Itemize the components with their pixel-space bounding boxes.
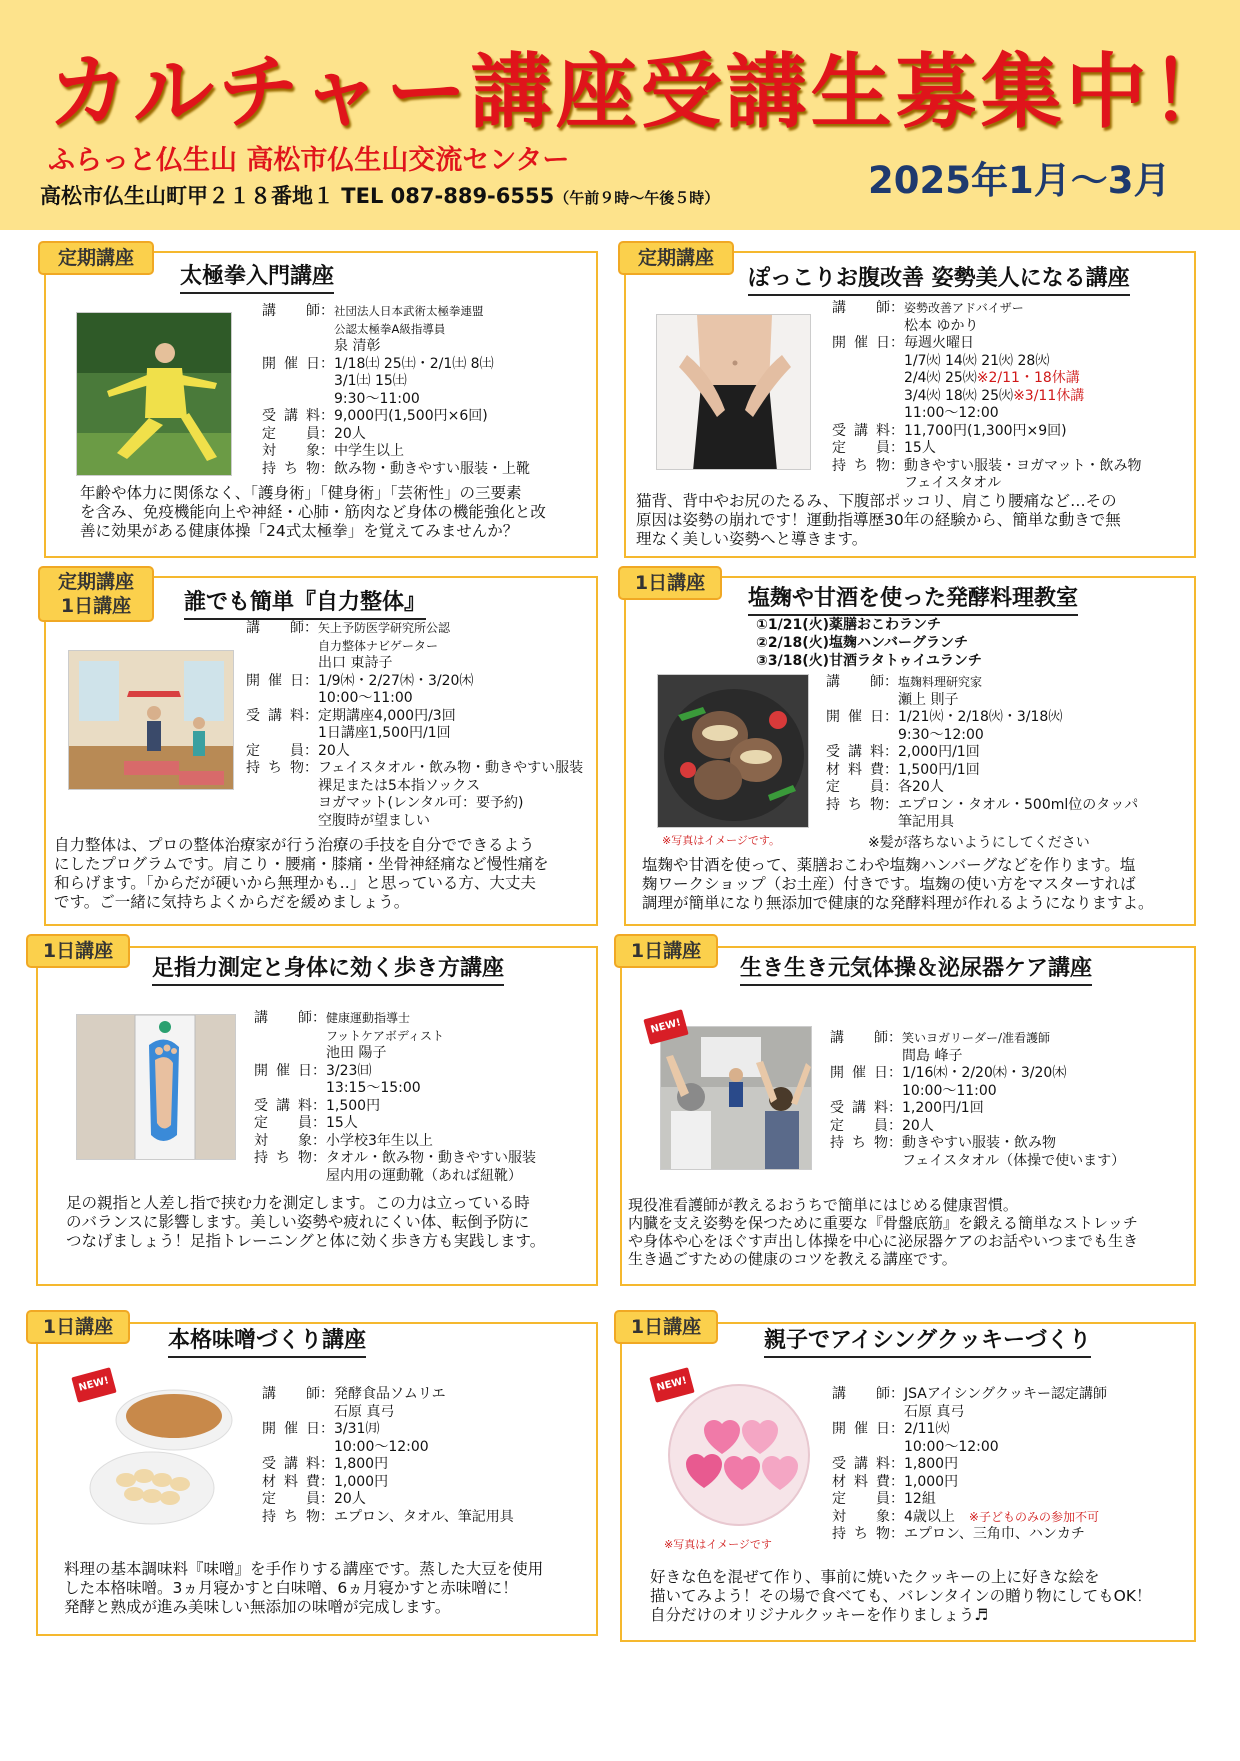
detail-label: 持ち物	[262, 460, 320, 477]
detail-label: 材料費	[826, 761, 884, 778]
detail-label: 開催日	[832, 335, 890, 351]
bring-line: 空腹時が望ましい	[318, 812, 430, 829]
course-tag: 1日講座	[26, 1310, 130, 1344]
closure-note: ※3/11休講	[1013, 387, 1085, 404]
colon: ：	[320, 408, 334, 424]
session-item: ①1/21(火)薬膳おこわランチ	[756, 617, 941, 633]
time-line: 10:00～12:00	[904, 1438, 999, 1455]
bring-line: エプロン・タオル・500ml位のタッパ	[898, 796, 1139, 813]
fee-value: 9,000円(1,500円×6回)	[334, 408, 488, 424]
colon: ：	[320, 355, 334, 372]
new-badge: NEW!	[71, 1367, 116, 1402]
colon: ：	[888, 1065, 902, 1081]
detail-label: 対 象	[262, 443, 320, 459]
photo-caption: ※写真はイメージです。	[662, 834, 781, 847]
detail-label: 持ち物	[254, 1150, 312, 1166]
detail-label: 持ち物	[830, 1135, 888, 1151]
time-line: 11:00～12:00	[904, 405, 999, 421]
detail-label: 講 師	[246, 620, 304, 636]
detail-label: 開催日	[262, 1421, 320, 1437]
bring-line: フェイスタオル（体操で使います）	[902, 1152, 1126, 1169]
colon: ：	[884, 674, 898, 690]
colon: ：	[304, 760, 318, 776]
header-banner	[0, 0, 1240, 230]
posture-photo	[656, 314, 811, 470]
target-value: 小学校3年生以上	[326, 1132, 433, 1149]
desc-line: 好きな色を混ぜて作り、事前に焼いたクッキーの上に好きな絵を	[650, 1568, 1100, 1586]
detail-label: 開催日	[826, 709, 884, 725]
page-title: カルチャー講座受講生募集中！	[48, 46, 1236, 140]
bring-line: 屋内用の運動靴（あれば紐靴）	[326, 1167, 522, 1184]
instructor-line: 笑いヨガリーダー/准看護師	[902, 1031, 1051, 1045]
bring-value: エプロン、三角巾、ハンカチ	[904, 1526, 1085, 1542]
course-tag: 1日講座	[614, 934, 718, 968]
colon: ：	[884, 779, 898, 795]
course-description	[628, 1196, 1138, 1268]
detail-label: 受講料	[262, 408, 320, 424]
desc-line: 和らげます。「からだが硬いから無理かも‥」と思っている方、大丈夫	[54, 874, 536, 892]
desc-line: つなげましょう！足指トレーニングと体に効く歩き方も実践します。	[66, 1232, 546, 1250]
instructor-name: 間島 峰子	[902, 1047, 963, 1064]
desc-line: 内臓を支え姿勢を保つために重要な『骨盤底筋』を鍛える簡単なストレッチ	[628, 1214, 1138, 1232]
date-line: 2/11㈫	[904, 1421, 950, 1437]
seitai-photo	[68, 650, 234, 790]
colon: ：	[312, 1097, 326, 1114]
detail-label: 定 員	[262, 1491, 320, 1507]
course-description	[54, 836, 549, 912]
detail-label: 開催日	[262, 355, 320, 372]
colon: ：	[304, 707, 318, 724]
colon: ：	[890, 1421, 904, 1437]
colon: ：	[320, 1508, 334, 1525]
session-item: ②2/18(火)塩麹ハンバーグランチ	[756, 635, 969, 651]
time-line: 9:30～11:00	[334, 390, 420, 407]
course-details	[826, 674, 1138, 832]
colon: ：	[304, 742, 318, 759]
detail-label: 開催日	[832, 1421, 890, 1437]
detail-label: 講 師	[262, 303, 320, 319]
taichi-photo	[76, 312, 232, 476]
instructor-line: 自力整体ナビゲーター	[318, 638, 439, 653]
instructor-line: 矢上予防医学研究所公認	[318, 621, 451, 635]
instructor-name: 瀬上 則子	[898, 691, 959, 708]
desc-line: 理なく美しい姿勢へと導きます。	[636, 530, 868, 548]
tag-line: 定期講座	[57, 571, 134, 593]
colon: ：	[890, 440, 904, 456]
colon: ：	[890, 1473, 904, 1490]
exercise-photo	[660, 1026, 812, 1170]
hours-text: （午前９時～午後５時）	[554, 189, 720, 207]
colon: ：	[312, 1132, 326, 1149]
course-tag: 定期講座	[618, 241, 734, 275]
detail-label: 定 員	[826, 779, 884, 795]
colon: ：	[888, 1100, 902, 1116]
desc-line: した本格味噌。3ヵ月寝かすと白味噌、6ヵ月寝かすと赤味噌に！	[64, 1579, 518, 1597]
course-tag	[38, 566, 154, 622]
colon: ：	[890, 422, 904, 439]
colon: ：	[320, 1473, 334, 1490]
course-title: 生き生き元気体操＆泌尿器ケア講座	[740, 954, 1092, 986]
colon: ：	[888, 1030, 902, 1046]
colon: ：	[320, 443, 334, 459]
fee-value: 11,700円(1,300円×9回)	[904, 422, 1067, 439]
bring-value: エプロン、タオル、筆記用具	[334, 1508, 514, 1525]
bring-line: 裸足または5本指ソックス	[318, 777, 481, 794]
capacity-value: 20人	[902, 1117, 934, 1134]
date-line: 1/9㈭・2/27㈭・3/20㈭	[318, 672, 474, 689]
bring-line: フェイスタオル・飲み物・動きやすい服装	[318, 760, 584, 776]
detail-label: 定 員	[246, 742, 304, 759]
course-tag: 1日講座	[26, 934, 130, 968]
capacity-value: 20人	[334, 1491, 366, 1507]
course-description	[642, 856, 1154, 913]
course-title: 足指力測定と身体に効く歩き方講座	[152, 954, 504, 986]
instructor-line: 塩麹料理研究家	[898, 675, 983, 689]
fee-value: 1,800円	[334, 1456, 389, 1472]
colon: ：	[890, 1526, 904, 1542]
detail-label: 材料費	[262, 1473, 320, 1490]
date-line: 3/1㈯ 15㈯	[334, 373, 407, 389]
desc-line: 発酵と熟成が進み美味しい無添加の味噌が完成します。	[64, 1598, 451, 1616]
colon: ：	[890, 1456, 904, 1472]
target-value: 中学生以上	[334, 443, 404, 459]
photo-caption: ※写真はイメージです	[664, 1538, 772, 1551]
course-description	[636, 492, 1121, 549]
colon: ：	[320, 1386, 334, 1402]
miso-photo	[86, 1380, 236, 1532]
detail-label: 対 象	[832, 1508, 890, 1525]
detail-label: 持ち物	[246, 760, 304, 776]
date-line: 1/7㈫ 14㈫ 21㈫ 28㈫	[904, 352, 1050, 369]
bring-line: フェイスタオル	[904, 475, 1002, 491]
colon: ：	[890, 1508, 904, 1525]
date-line: 3/23㈰	[326, 1062, 372, 1079]
date-line: 1/18㈯ 25㈯・2/1㈯ 8㈯	[334, 355, 494, 372]
course-description	[66, 1194, 545, 1251]
session-list	[756, 616, 982, 670]
colon: ：	[320, 1456, 334, 1472]
desc-line: 調理が簡単になり無添加で健康的な発酵料理が作れるようになりますよ。	[642, 894, 1154, 912]
colon: ：	[890, 335, 904, 351]
detail-label: 講 師	[826, 674, 884, 690]
detail-label: 持ち物	[832, 1526, 890, 1542]
desc-line: 生き過ごすための健康のコツを教える講座です。	[628, 1250, 957, 1268]
desc-line: 年齢や体力に関係なく、「護身術」「健身術」「芸術性」の三要素	[80, 484, 522, 502]
detail-label: 開催日	[254, 1062, 312, 1079]
tag-line: 1日講座	[60, 595, 132, 617]
detail-label: 講 師	[832, 1386, 890, 1402]
detail-label: 持ち物	[826, 796, 884, 813]
material-value: 1,500円/1回	[898, 761, 980, 778]
fee-value: 2,000円/1回	[898, 744, 980, 760]
instructor-line: 社団法人日本武術太極拳連盟	[334, 304, 484, 318]
colon: ：	[890, 457, 904, 474]
detail-label: 材料費	[832, 1473, 890, 1490]
instructor-name: 泉 清彰	[334, 338, 381, 354]
bring-line: 筆記用具	[898, 814, 954, 830]
course-tag: 定期講座	[38, 241, 154, 275]
fermentation-photo	[657, 674, 809, 828]
instructor-line: 発酵食品ソムリエ	[334, 1386, 446, 1402]
desc-line: 塩麹や甘酒を使って、薬膳おこわや塩麹ハンバーグなどを作ります。塩	[642, 856, 1136, 874]
capacity-value: 12組	[904, 1491, 936, 1507]
colon: ：	[320, 460, 334, 477]
instructor-line: JSAアイシングクッキー認定講師	[904, 1386, 1107, 1402]
detail-label: 受講料	[254, 1097, 312, 1114]
colon: ：	[320, 1421, 334, 1437]
material-value: 1,000円	[904, 1473, 959, 1490]
desc-line: にしたプログラムです。肩こり・腰痛・膝痛・坐骨神経痛など慢性痛を	[54, 855, 549, 873]
instructor-line: 公認太極拳A級指導員	[334, 321, 446, 336]
colon: ：	[312, 1010, 326, 1026]
detail-label: 定 員	[254, 1115, 312, 1131]
desc-line: や身体や心をほぐす声出し体操を中心に泌尿器ケアのお話やいつまでも生き	[628, 1232, 1139, 1250]
instructor-line: 姿勢改善アドバイザー	[904, 301, 1024, 315]
colon: ：	[884, 761, 898, 778]
colon: ：	[320, 303, 334, 319]
desc-line: 自力整体は、プロの整体治療家が行う治療の手技を自分でできるよう	[54, 836, 535, 854]
capacity-value: 15人	[904, 440, 936, 456]
desc-line: のバランスに影響します。美しい姿勢や疲れにくい体、転倒予防に	[66, 1213, 530, 1231]
instructor-name: 池田 陽子	[326, 1045, 387, 1061]
address-line	[40, 180, 719, 210]
instructor-name: 石原 真弓	[904, 1403, 965, 1420]
course-description	[80, 484, 546, 541]
detail-label: 開催日	[830, 1065, 888, 1081]
colon: ：	[320, 1491, 334, 1507]
detail-label: 受講料	[832, 422, 890, 439]
fee-value: 1,200円/1回	[902, 1100, 984, 1116]
course-tag: 1日講座	[618, 566, 722, 600]
colon: ：	[304, 672, 318, 689]
fee-value: 1,500円	[326, 1097, 381, 1114]
desc-line: 自分だけのオリジナルクッキーを作りましょう♬	[650, 1606, 989, 1624]
date-line: 1/21㈫・2/18㈫・3/18㈫	[898, 709, 1063, 725]
course-title: ぽっこりお腹改善 姿勢美人になる講座	[748, 264, 1130, 296]
time-line: 13:15～15:00	[326, 1080, 421, 1096]
fee-line: 1日講座1,500円/1回	[318, 725, 451, 741]
desc-line: 猫背、背中やお尻のたるみ、下腹部ポッコリ、肩こり腰痛など…その	[636, 492, 1117, 510]
time-line: 10:00～12:00	[334, 1438, 429, 1455]
colon: ：	[884, 744, 898, 760]
footcare-photo	[76, 1014, 236, 1160]
date-line: 1/16㈭・2/20㈭・3/20㈭	[902, 1065, 1067, 1081]
course-tag: 1日講座	[614, 1310, 718, 1344]
desc-line: 善に効果がある健康体操「24式太極拳」を覚えてみませんか？	[80, 522, 519, 540]
desc-line: 料理の基本調味料『味噌』を手作りする講座です。蒸した大豆を使用	[64, 1560, 544, 1578]
closure-note: ※2/11・18休講	[976, 370, 1080, 386]
detail-label: 講 師	[262, 1386, 320, 1402]
detail-label: 講 師	[832, 300, 890, 316]
bring-line: 動きやすい服装・飲み物	[902, 1135, 1056, 1151]
date-line: 2/4㈫ 25㈫	[904, 370, 977, 386]
detail-label: 受講料	[832, 1456, 890, 1472]
detail-label: 定 員	[832, 440, 890, 456]
course-title: 親子でアイシングクッキーづくり	[764, 1326, 1091, 1358]
detail-label: 持ち物	[262, 1508, 320, 1525]
colon: ：	[890, 1491, 904, 1507]
capacity-value: 20人	[334, 425, 366, 442]
capacity-value: 各20人	[898, 779, 944, 795]
instructor-name: 出口 東詩子	[318, 655, 393, 671]
course-details	[832, 300, 1141, 493]
bring-line: タオル・飲み物・動きやすい服装	[326, 1150, 536, 1166]
cookie-photo	[664, 1380, 814, 1530]
instructor-line: フットケアボディスト	[326, 1028, 444, 1043]
course-details	[262, 1386, 514, 1526]
course-details	[262, 303, 530, 478]
colon: ：	[890, 300, 904, 316]
detail-label: 対 象	[254, 1132, 312, 1149]
date-line: 毎週火曜日	[904, 335, 974, 351]
desc-line: 描いてみよう！その場で食べても、バレンタインの贈り物にしてもOK！	[650, 1587, 1152, 1605]
new-badge: NEW!	[649, 1367, 694, 1402]
course-title: 太極拳入門講座	[180, 262, 334, 294]
desc-line: 麹ワークショップ（お土産）付きです。塩麹の使い方をマスターすれば	[642, 875, 1136, 893]
date-line: 3/31㈪	[334, 1421, 380, 1437]
colon: ：	[884, 796, 898, 813]
detail-label: 講 師	[830, 1030, 888, 1046]
time-line: 9:30～12:00	[898, 726, 984, 743]
session-item: ③3/18(火)甘酒ラタトゥイユランチ	[756, 653, 982, 669]
bring-value: 飲み物・動きやすい服装・上靴	[334, 460, 530, 477]
target-note: ※子どものみの参加不可	[968, 1509, 1099, 1524]
detail-label: 定 員	[830, 1117, 888, 1134]
fee-value: 1,800円	[904, 1456, 959, 1472]
instructor-name: 石原 真弓	[334, 1403, 395, 1420]
address-text: 高松市仏生山町甲２１８番地１ TEL 087-889-6555	[40, 184, 555, 208]
capacity-value: 15人	[326, 1115, 358, 1131]
time-line: 10:00～11:00	[902, 1082, 997, 1099]
desc-line: 現役准看護師が教えるおうちで簡単にはじめる健康習慣。	[628, 1196, 1018, 1214]
organization-name: ふらっと仏生山 高松市仏生山交流センター	[48, 145, 570, 176]
colon: ：	[312, 1150, 326, 1166]
desc-line: です。ご一緒に気持ちよくからだを緩めましょう。	[54, 893, 410, 911]
course-details	[832, 1386, 1107, 1544]
course-details	[254, 1010, 536, 1185]
colon: ：	[884, 709, 898, 725]
course-details	[246, 620, 583, 830]
course-details	[830, 1030, 1125, 1170]
desc-line: を含み、免疫機能向上や神経・心肺・筋肉など身体の機能強化と改	[80, 503, 546, 521]
date-line: 3/4㈫ 18㈫ 25㈫	[904, 387, 1014, 404]
instructor-name: 松本 ゆかり	[904, 317, 979, 334]
fee-line: 定期講座4,000円/3回	[318, 707, 456, 724]
course-title: 塩麹や甘酒を使った発酵料理教室	[748, 584, 1078, 616]
colon: ：	[312, 1062, 326, 1079]
bring-line: 動きやすい服装・ヨガマット・飲み物	[904, 457, 1142, 474]
colon: ：	[888, 1117, 902, 1134]
material-value: 1,000円	[334, 1473, 389, 1490]
bring-line: ヨガマット(レンタル可：要予約)	[318, 795, 524, 811]
instructor-line: 健康運動指導士	[326, 1011, 411, 1025]
desc-line: 原因は姿勢の崩れです！運動指導歴30年の経験から、簡単な動きで無	[636, 511, 1121, 529]
colon: ：	[320, 425, 334, 442]
target-value: 4歳以上	[904, 1508, 955, 1525]
time-line: 10:00～11:00	[318, 690, 413, 706]
course-description	[650, 1568, 1152, 1625]
detail-label: 持ち物	[832, 457, 890, 474]
detail-label: 受講料	[826, 744, 884, 760]
course-title: 誰でも簡単『自力整体』	[184, 588, 426, 620]
detail-label: 定 員	[262, 425, 320, 442]
capacity-value: 20人	[318, 742, 350, 759]
desc-line: 足の親指と人差し指で挟む力を測定します。この力は立っている時	[66, 1194, 530, 1212]
hair-note: ※髪が落ちないようにしてください	[868, 835, 1090, 851]
period-text: 2025年1月～3月	[868, 159, 1171, 202]
colon: ：	[888, 1135, 902, 1151]
detail-label: 定 員	[832, 1491, 890, 1507]
colon: ：	[890, 1386, 904, 1402]
colon: ：	[312, 1115, 326, 1131]
colon: ：	[304, 620, 318, 636]
detail-label: 開催日	[246, 672, 304, 689]
detail-label: 受講料	[262, 1456, 320, 1472]
course-description	[64, 1560, 543, 1617]
detail-label: 講 師	[254, 1010, 312, 1026]
detail-label: 受講料	[830, 1100, 888, 1116]
new-badge: NEW!	[643, 1009, 688, 1044]
detail-label: 受講料	[246, 707, 304, 724]
course-title: 本格味噌づくり講座	[168, 1326, 366, 1358]
